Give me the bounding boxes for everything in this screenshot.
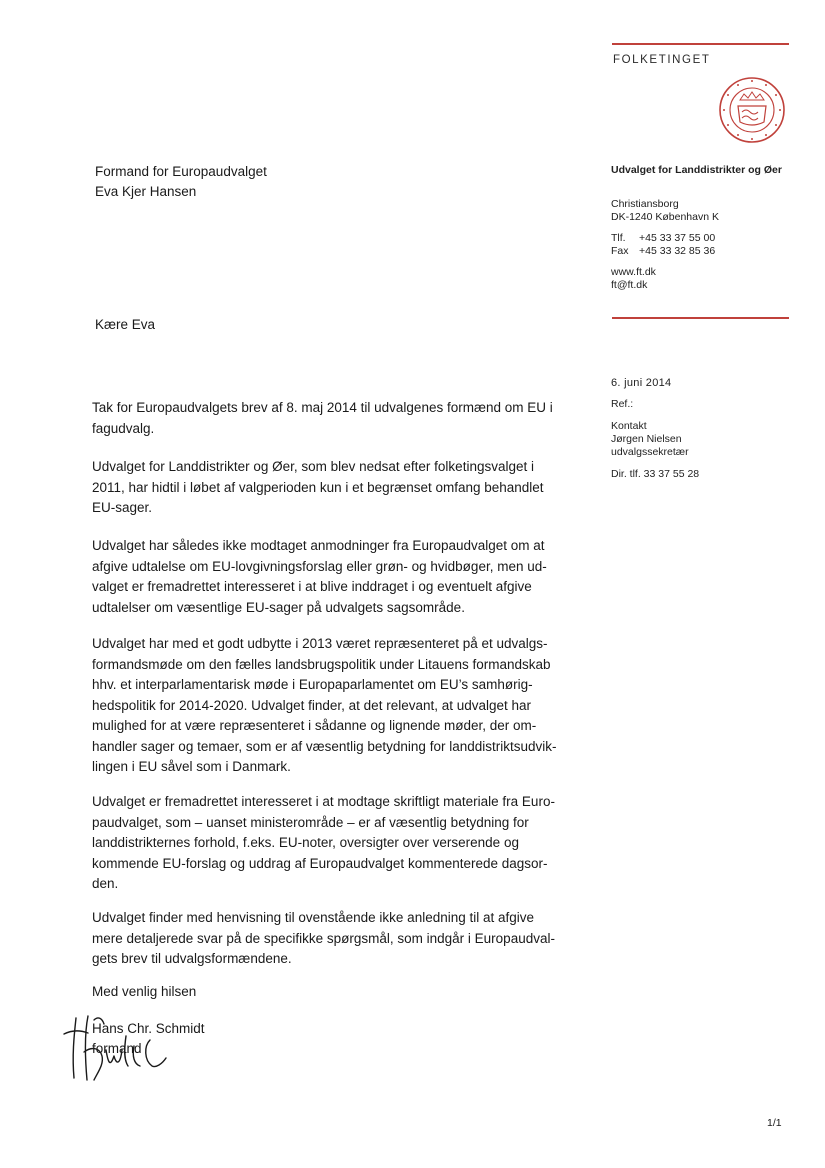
signer-name: Hans Chr. Schmidt bbox=[92, 1021, 205, 1036]
text-line: Udvalget for Landdistrikter og Øer, som blev nedsat efter folketingsvalget i bbox=[92, 459, 534, 474]
address-line: DK-1240 København K bbox=[611, 211, 719, 223]
closing: Med venlig hilsen bbox=[92, 984, 197, 999]
text-line: den. bbox=[92, 876, 119, 891]
body-paragraph bbox=[92, 457, 584, 519]
text-line: EU-sager. bbox=[92, 500, 153, 515]
text-line: Tak for Europaudvalgets brev af 8. maj 2014 til udvalgenes formænd om EU i bbox=[92, 400, 553, 415]
website-link[interactable]: www.ft.dk bbox=[611, 266, 656, 278]
recipient-name: Eva Kjer Hansen bbox=[95, 184, 197, 199]
contact-block bbox=[611, 420, 689, 459]
text-line: gets brev til udvalgsformændene. bbox=[92, 951, 292, 966]
header-rule bbox=[612, 43, 789, 45]
handwritten-signature-icon bbox=[58, 1006, 188, 1096]
text-line: fagudvalg. bbox=[92, 420, 155, 436]
text-line: 2011, har hidtil i løbet af valgperioden kun i et begrænset omfang behandlet bbox=[92, 479, 544, 495]
body-paragraph bbox=[92, 634, 584, 778]
sender-phone-block bbox=[611, 232, 715, 258]
text-line: afgive udtalelse om EU-lovgivningsforslag eller grøn- og hvidbøger, men ud- bbox=[92, 558, 547, 574]
text-line: mulighed for at være repræsenteret i sådanne og lignende møder, der om- bbox=[92, 718, 537, 733]
text-line: lingen i EU såvel som i Danmark. bbox=[92, 759, 291, 774]
contact-name: Jørgen Nielsen bbox=[611, 433, 682, 445]
salutation: Kære Eva bbox=[95, 317, 156, 332]
text-line: kommende EU-forslag og uddrag af Europaudvalget kommenterede dagsor- bbox=[92, 855, 548, 871]
page-number: 1/1 bbox=[767, 1117, 782, 1129]
text-line: paudvalget, som – uanset ministerområde – er af væsentlig betydning for bbox=[92, 814, 529, 830]
text-line: Udvalget finder med henvisning til ovenstående ikke anledning til at afgive bbox=[92, 910, 535, 925]
fax-row bbox=[611, 245, 715, 258]
text-line: Udvalget er fremadrettet interesseret i at modtage skriftligt materiale fra Euro- bbox=[92, 794, 555, 809]
body-paragraph bbox=[92, 398, 584, 439]
phone-row bbox=[611, 232, 715, 245]
recipient-title: Formand for Europaudvalget bbox=[95, 164, 267, 179]
email-link[interactable]: ft@ft.dk bbox=[611, 279, 648, 291]
text-line: Udvalget har således ikke modtaget anmodninger fra Europaudvalget om at bbox=[92, 538, 545, 553]
text-line: valget er fremadrettet interesseret i at blive inddraget i og eventuelt afgive bbox=[92, 579, 532, 594]
folketinget-seal-icon bbox=[718, 76, 786, 144]
phone-number: +45 33 37 55 00 bbox=[639, 232, 716, 244]
body-paragraph bbox=[92, 792, 584, 895]
letter-date: 6. juni 2014 bbox=[611, 377, 672, 389]
fax-number: +45 33 32 85 36 bbox=[639, 245, 716, 257]
body-paragraph bbox=[92, 908, 584, 970]
signer-title: formand bbox=[92, 1041, 142, 1056]
text-line: handler sager og temaer, som er af væsentlig betydning for landdistriktsudvik- bbox=[92, 738, 557, 754]
sidebar-divider bbox=[612, 317, 789, 319]
text-line: hedspolitik for 2014-2020. Udvalget finder, at det relevant, at udvalget har bbox=[92, 697, 532, 713]
brand-name: FOLKETINGET bbox=[613, 54, 711, 66]
sender-address bbox=[611, 198, 719, 224]
text-line: Udvalget har med et godt udbytte i 2013 været repræsenteret på et udvalgs- bbox=[92, 636, 548, 651]
committee-name: Udvalget for Landdistrikter og Øer bbox=[611, 164, 782, 176]
text-line: mere detaljerede svar på de specifikke spørgsmål, som indgår i Europaudval- bbox=[92, 930, 555, 946]
text-line: formandsmøde om den fælles landsbrugspolitik under Litauens formandskab bbox=[92, 656, 551, 672]
direct-phone: Dir. tlf. 33 37 55 28 bbox=[611, 468, 700, 480]
reference: Ref.: bbox=[611, 398, 634, 410]
text-line: landdistrikternes forhold, f.eks. EU-noter, oversigter over verserende og bbox=[92, 835, 519, 850]
phone-label: Tlf. bbox=[611, 232, 626, 244]
body-paragraph bbox=[92, 536, 584, 618]
text-line: udtalelser om væsentlige EU-sager på udvalgets sagsområde. bbox=[92, 599, 465, 615]
fax-label: Fax bbox=[611, 245, 629, 257]
sender-web-block bbox=[611, 266, 656, 292]
contact-label: Kontakt bbox=[611, 420, 647, 432]
contact-title: udvalgssekretær bbox=[611, 446, 689, 458]
address-line: Christiansborg bbox=[611, 198, 679, 210]
text-line: hhv. et interparlamentarisk møde i Europaparlamentet om EU’s samhørig- bbox=[92, 677, 533, 692]
